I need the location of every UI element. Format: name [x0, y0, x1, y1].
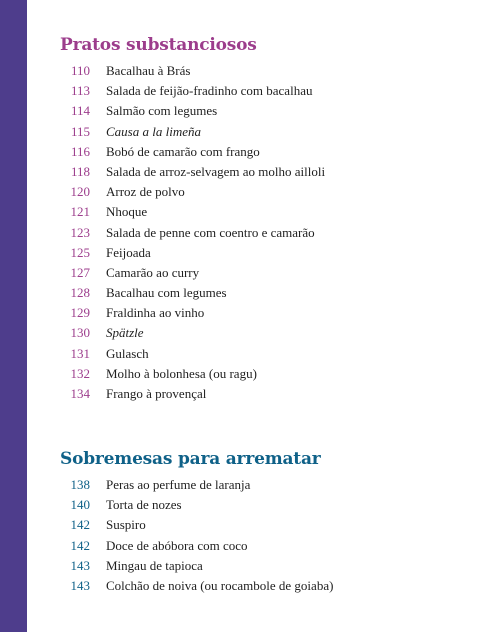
recipe-title: Torta de nozes: [106, 497, 182, 513]
page-number: 110: [70, 63, 90, 78]
list-item[interactable]: [60, 323, 480, 343]
page-number: 143: [70, 557, 90, 573]
recipe-title: Colchão de noiva (ou rocambole de goiaba): [106, 577, 334, 593]
recipe-title: Camarão ao curry: [106, 264, 200, 280]
page-number: 130: [70, 325, 90, 341]
page-number: 132: [70, 365, 90, 381]
list-item[interactable]: [60, 475, 480, 495]
section-pratos-substanciosos: [60, 34, 480, 404]
recipe-title: Salmão com legumes: [106, 103, 218, 119]
list-item[interactable]: [60, 283, 480, 303]
recipe-title: Frango à provençal: [106, 386, 207, 401]
page-number: 125: [70, 244, 90, 260]
list-item[interactable]: [60, 536, 480, 556]
list-item[interactable]: [60, 202, 480, 222]
recipe-title: Causa a la limeña: [106, 123, 201, 139]
section-title: Sobremesas para arrematar: [60, 449, 321, 469]
page-number: 129: [70, 305, 90, 321]
recipe-title: Arroz de polvo: [106, 184, 185, 200]
page-number: 131: [70, 345, 90, 361]
list-item[interactable]: [60, 364, 480, 384]
page-number: 116: [70, 143, 90, 159]
list-item[interactable]: [60, 384, 480, 404]
list-item[interactable]: [60, 556, 480, 576]
entry-list: [60, 61, 480, 404]
page-number: 113: [70, 83, 90, 99]
page-number: 138: [70, 477, 90, 492]
recipe-title: Fraldinha ao vinho: [106, 305, 205, 321]
list-item[interactable]: [60, 243, 480, 263]
page-number: 123: [70, 224, 90, 240]
list-item[interactable]: [60, 162, 480, 182]
page-number: 115: [70, 123, 90, 139]
recipe-title: Molho à bolonhesa (ou ragu): [106, 365, 257, 381]
page-number: 114: [70, 103, 90, 119]
list-item[interactable]: [60, 223, 480, 243]
list-item[interactable]: [60, 263, 480, 283]
list-item[interactable]: [60, 101, 480, 121]
recipe-title: Salada de arroz-selvagem ao molho ailloli: [106, 163, 326, 179]
entry-list: [60, 475, 480, 596]
page-number: 121: [70, 204, 90, 220]
recipe-title: Doce de abóbora com coco: [106, 537, 248, 553]
list-item[interactable]: [60, 61, 480, 81]
section-title: Pratos substanciosos: [60, 35, 257, 55]
list-item[interactable]: [60, 576, 480, 596]
section-sobremesas-para-arrematar: [60, 448, 480, 596]
list-item[interactable]: [60, 495, 480, 515]
recipe-title: Nhoque: [106, 204, 148, 220]
page-number: 128: [70, 285, 90, 301]
page-number: 118: [70, 163, 90, 179]
page-number: 127: [70, 264, 90, 280]
recipe-title: Gulasch: [106, 345, 149, 361]
page-number: 142: [70, 537, 90, 553]
list-item[interactable]: [60, 303, 480, 323]
list-item[interactable]: [60, 81, 480, 101]
list-item[interactable]: [60, 142, 480, 162]
recipe-title: Spätzle: [106, 325, 144, 341]
recipe-title: Salada de penne com coentro e camarão: [106, 224, 315, 240]
list-item[interactable]: [60, 122, 480, 142]
recipe-title: Bacalhau com legumes: [106, 285, 227, 301]
recipe-title: Feijoada: [106, 244, 151, 260]
page-number: 143: [70, 577, 90, 593]
list-item[interactable]: [60, 182, 480, 202]
list-item[interactable]: [60, 515, 480, 535]
recipe-title: Peras ao perfume de laranja: [106, 477, 251, 492]
recipe-title: Bacalhau à Brás: [106, 63, 191, 78]
page-number: 120: [70, 184, 90, 200]
recipe-title: Salada de feijão-fradinho com bacalhau: [106, 83, 313, 99]
recipe-title: Suspiro: [106, 517, 146, 533]
list-item[interactable]: [60, 344, 480, 364]
page-number: 142: [70, 517, 90, 533]
recipe-title: Bobó de camarão com frango: [106, 143, 260, 159]
recipe-title: Mingau de tapioca: [106, 557, 203, 573]
page-side-bar: [0, 0, 27, 632]
page-number: 134: [70, 386, 90, 401]
page-number: 140: [70, 497, 90, 513]
